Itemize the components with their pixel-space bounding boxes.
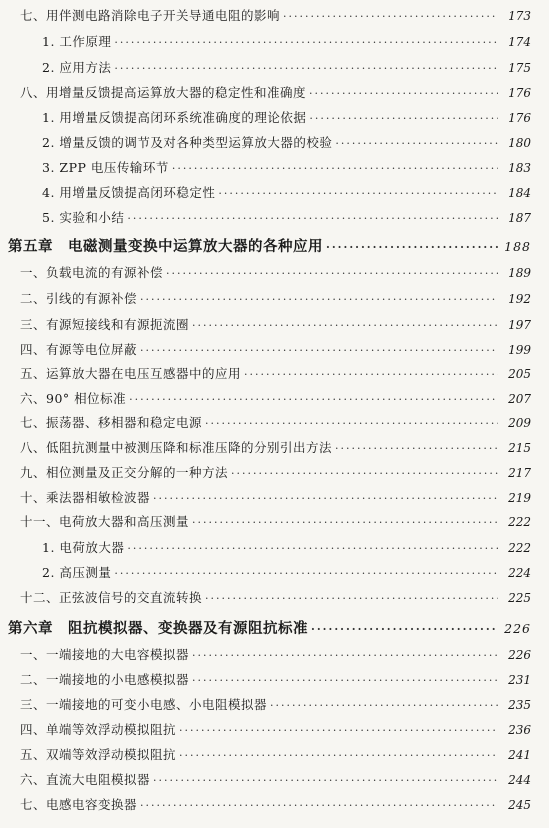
toc-page-number: 205 (508, 367, 531, 381)
toc-entry-title: 3. ZPP 电压传输环节 (42, 160, 169, 175)
toc-page-number: 207 (508, 392, 531, 406)
toc-entry-title: 5. 实验和小结 (42, 210, 125, 225)
toc-entry-title: 1. 用增量反馈提高闭环系统准确度的理论依据 (42, 110, 307, 125)
toc-entry-title: 三、有源短接线和有源扼流圈 (20, 317, 190, 332)
toc-leader (192, 649, 498, 662)
toc-entry (0, 58, 549, 80)
toc-entry-title: 4. 用增量反馈提高闭环稳定性 (42, 185, 216, 200)
toc-leader (311, 623, 498, 636)
toc-entry-title: 五、运算放大器在电压互感器中的应用 (20, 366, 242, 381)
toc-leader (309, 87, 498, 100)
toc-leader (153, 774, 498, 787)
toc-entry-title: 十二、正弦波信号的交直流转换 (20, 590, 203, 605)
toc-entry-title: 九、相位测量及正交分解的一种方法 (20, 465, 229, 480)
toc-leader (192, 319, 498, 332)
toc-entry-title: 1. 工作原理 (42, 34, 112, 49)
toc-page-number: 173 (508, 9, 531, 23)
toc-page-number: 176 (508, 111, 531, 125)
toc-entry-title: 2. 高压测量 (42, 565, 112, 580)
toc-page-number: 184 (508, 186, 531, 200)
toc-entry (0, 32, 549, 54)
toc-page-number: 222 (508, 541, 531, 555)
toc-page-number: 236 (508, 723, 531, 737)
toc-entry (0, 208, 549, 230)
toc-entry (0, 745, 549, 767)
toc-entry (0, 83, 549, 105)
toc-leader (114, 36, 498, 49)
toc-entry-title: 四、单端等效浮动模拟阻抗 (20, 722, 177, 737)
toc-page-number: 219 (508, 491, 531, 505)
toc-leader (129, 393, 498, 406)
toc-page-number: 235 (508, 698, 531, 712)
toc-leader (205, 592, 498, 605)
toc-page-number: 174 (508, 35, 531, 49)
toc-leader (192, 516, 498, 529)
toc-entry-title: 六、90° 相位标准 (20, 391, 127, 406)
toc-entry-title: 四、有源等电位屏蔽 (20, 342, 138, 357)
toc-page-number: 224 (508, 566, 531, 580)
toc-page-number: 225 (508, 591, 531, 605)
toc-leader (172, 162, 498, 175)
toc-page-number: 231 (508, 673, 531, 687)
toc-leader (127, 212, 498, 225)
toc-entry (0, 463, 549, 485)
toc-page-number: 175 (508, 61, 531, 75)
toc-leader (140, 799, 498, 812)
toc-page-number: 217 (508, 466, 531, 480)
toc-chapter-title: 第五章 电磁测量变换中运算放大器的各种应用 (8, 238, 323, 255)
toc-entry (0, 488, 549, 510)
toc-entry-title: 十、乘法器相敏检波器 (20, 490, 151, 505)
toc-entry-title: 七、振荡器、移相器和稳定电源 (20, 415, 203, 430)
toc-leader (335, 137, 498, 150)
toc-entry (0, 413, 549, 435)
toc-leader (166, 267, 498, 280)
toc-leader (179, 724, 498, 737)
toc-page-number: 197 (508, 318, 531, 332)
toc-leader (270, 699, 498, 712)
toc-entry-title: 1. 电荷放大器 (42, 540, 125, 555)
toc-page-number: 244 (508, 773, 531, 787)
toc-entry (0, 670, 549, 692)
toc-leader (114, 567, 498, 580)
toc-page-number: 188 (504, 239, 531, 254)
toc-leader (326, 241, 498, 254)
toc-page-number: 226 (508, 648, 531, 662)
toc-page-number: 189 (508, 266, 531, 280)
toc-entry-title: 二、一端接地的小电感模拟器 (20, 672, 190, 687)
toc-leader (153, 492, 498, 505)
toc-entry-title: 三、一端接地的可变小电感、小电阻模拟器 (20, 697, 268, 712)
toc-entry (0, 795, 549, 817)
toc-leader (140, 293, 498, 306)
toc-leader (218, 187, 498, 200)
toc-page-number: 222 (508, 515, 531, 529)
toc-page-number: 180 (508, 136, 531, 150)
toc-entry (0, 364, 549, 386)
toc-entry (0, 512, 549, 534)
toc-entry (0, 389, 549, 411)
toc-entry-title: 七、电感电容变换器 (20, 797, 138, 812)
toc-page-number: 226 (504, 621, 531, 636)
toc-entry (0, 263, 549, 285)
toc-chapter-title: 第六章 阻抗模拟器、变换器及有源阻抗标准 (8, 620, 308, 637)
toc-leader (179, 749, 498, 762)
toc-entry (0, 538, 549, 560)
toc-entry (0, 720, 549, 742)
toc-entry (0, 645, 549, 667)
toc-leader (335, 442, 498, 455)
toc-entry (0, 563, 549, 585)
toc-page-number: 245 (508, 798, 531, 812)
toc-entry-title: 2. 增量反馈的调节及对各种类型运算放大器的校验 (42, 135, 333, 150)
toc-leader (192, 674, 498, 687)
toc-leader (205, 417, 498, 430)
toc-leader (283, 10, 498, 23)
toc-entry-title: 六、直流大电阻模拟器 (20, 772, 151, 787)
toc-entry (0, 695, 549, 717)
toc-entry (0, 438, 549, 460)
toc-entry (0, 588, 549, 610)
toc-entry (0, 6, 549, 28)
toc-entry (0, 289, 549, 311)
toc-page-number: 241 (508, 748, 531, 762)
toc-page-number: 176 (508, 86, 531, 100)
toc-entry-title: 五、双端等效浮动模拟阻抗 (20, 747, 177, 762)
toc-entry (0, 340, 549, 362)
toc-leader (244, 368, 498, 381)
toc-entry-title: 一、负载电流的有源补偿 (20, 265, 164, 280)
toc-entry-title: 八、用增量反馈提高运算放大器的稳定性和准确度 (20, 85, 307, 100)
toc-entry (0, 183, 549, 205)
toc-entry-title: 八、低阻抗测量中被测压降和标准压降的分别引出方法 (20, 440, 333, 455)
toc-entry (0, 315, 549, 337)
toc-entry (0, 133, 549, 155)
toc-chapter (0, 235, 549, 257)
toc-page-number: 187 (508, 211, 531, 225)
toc-leader (231, 467, 498, 480)
toc-entry (0, 108, 549, 130)
toc-page-number: 209 (508, 416, 531, 430)
toc-entry-title: 十一、电荷放大器和高压测量 (20, 514, 190, 529)
toc-entry (0, 158, 549, 180)
toc-chapter (0, 617, 549, 639)
toc-leader (114, 62, 498, 75)
toc-entry-title: 一、一端接地的大电容模拟器 (20, 647, 190, 662)
toc-page-number: 215 (508, 441, 531, 455)
toc-page-number: 183 (508, 161, 531, 175)
toc-leader (140, 344, 498, 357)
toc-page-number: 199 (508, 343, 531, 357)
toc-entry (0, 770, 549, 792)
toc-entry-title: 2. 应用方法 (42, 60, 112, 75)
toc-page-number: 192 (508, 292, 531, 306)
toc-entry-title: 二、引线的有源补偿 (20, 291, 138, 306)
toc-entry-title: 七、用伴测电路消除电子开关导通电阻的影响 (20, 8, 281, 23)
toc-leader (309, 112, 498, 125)
toc-leader (127, 542, 498, 555)
